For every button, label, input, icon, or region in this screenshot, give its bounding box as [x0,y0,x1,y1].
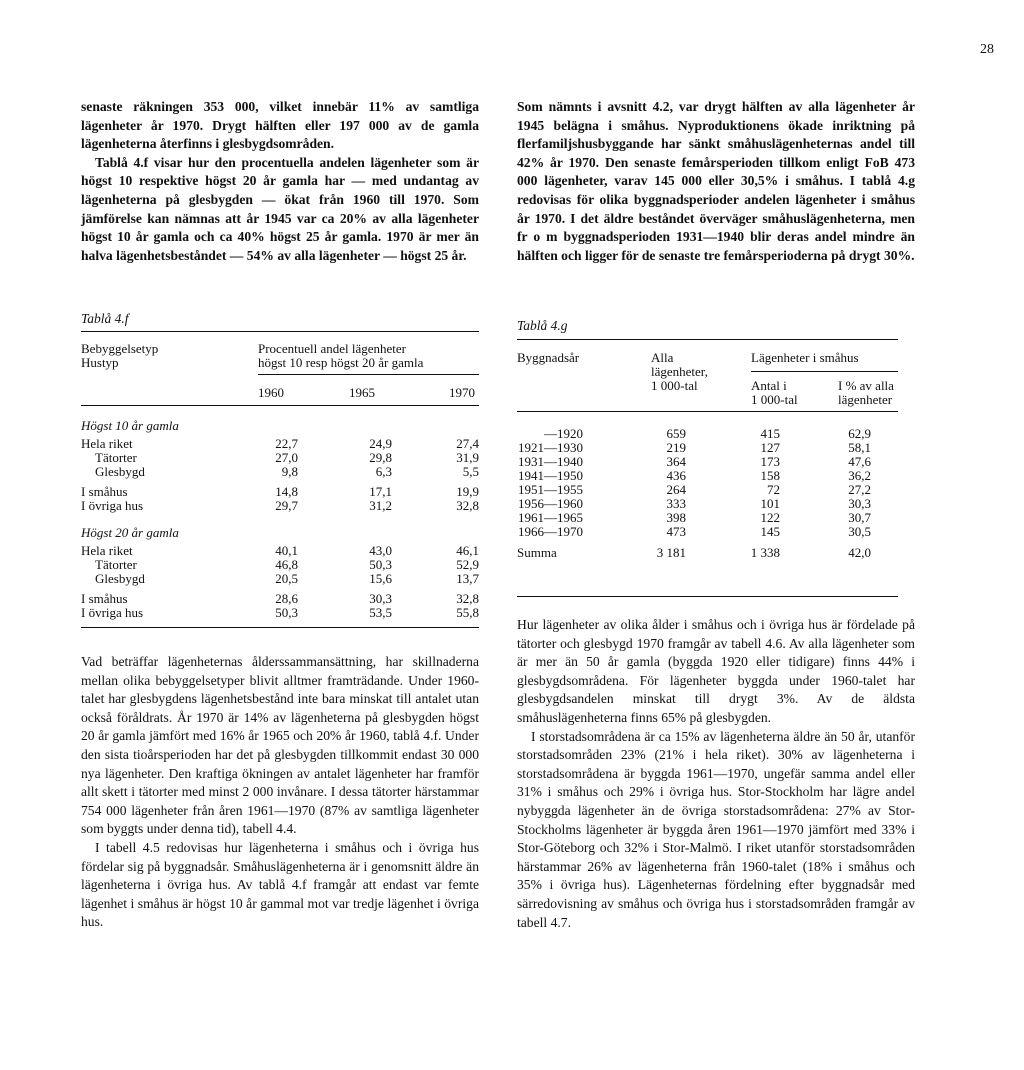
table-f-row-label: I övriga hus [81,605,144,620]
table-f-cell: 14,8 [275,484,298,499]
table-g-cell: 30,3 [848,496,871,511]
table-g-header: 1 000-tal [651,378,698,393]
page-number: 28 [980,42,994,57]
table-g-cell: 145 [760,524,780,539]
right-top-text [517,98,915,265]
table-g-cell: 101 [760,496,780,511]
table-g-cell: 219 [666,440,686,455]
table-g-cell: 158 [760,468,780,483]
table-f-row-label: Tätorter [95,557,137,572]
table-f-cell: 31,2 [369,498,392,513]
table-f-cell: 30,3 [369,591,392,606]
table-f-cell: 20,5 [275,571,298,586]
table-g-header: lägenheter, [651,364,708,379]
table-g-cell: 1966—1970 [518,524,583,539]
table-f-cell: 55,8 [456,605,479,620]
table-g-cell: 415 [760,426,780,441]
table-g-cell: 436 [666,468,686,483]
table-f-header: högst 10 resp högst 20 år gamla [258,355,424,370]
table-f-cell: 27,4 [456,436,479,451]
paragraph: senaste räkningen 353 000, vilket innebär 11% av samtliga lägenheter år 1970. Drygt hälften eller 197 000 av de gamla lägenheterna återfinns i glesbygdsområden. [81,99,479,152]
table-f-cell: 5,5 [462,464,479,479]
table-f-year: 1965 [349,385,375,400]
table-g-summa-label: Summa [517,545,557,560]
paragraph: Vad beträffar lägenheternas ålderssammansättning, har skillnaderna mellan olika bebyggelsetyper blivit alltmer framträdande. Under 1960-talet har glesbygdens lägenhetsbestånd inte bara minskat till antalet utan också föråldrats. År 1970 är 14% av lägenheterna på glesbygden högst 20 år gamla jämfört med 16% år 1965 och 20% år 1960, tablå 4.f. Under den sista tioårsperioden har det på glesbygden tillkommit endast 30 000 nya lägenheter. Den kraftiga ökningen av antalet lägenheter har framför allt skett i tätorter med minst 2 000 invånare. I dessa tätorter härstammar 754 000 lägenheter från åren 1961—1970 (87% av samtliga lägenheter som byggts under denna tid), tabell 4.4. [81,654,479,837]
table-f-cell: 28,6 [275,591,298,606]
table-rule [258,374,479,375]
table-f-row-label: Glesbygd [95,571,145,586]
table-g-header: Alla [651,350,674,365]
table-f-cell: 50,3 [275,605,298,620]
table-g-header: Antal i [751,378,787,393]
table-g-header: I % av alla [838,378,894,393]
table-f-group-title: Högst 20 år gamla [81,525,179,540]
table-f-row-label: I övriga hus [81,498,144,513]
table-g-cell: 58,1 [848,440,871,455]
table-g-header: Byggnadsår [517,350,580,365]
left-top-text [81,98,479,265]
table-g-cell: 173 [760,454,780,469]
table-f-header: Bebyggelsetyp [81,341,159,356]
paragraph: Hur lägenheter av olika ålder i småhus och i övriga hus är fördelade på tätorter och glesbygd 1970 framgår av tabell 4.6. Av alla lägenheter som är mer än 50 år gamla (byggda 1920 eller tidigare) finns 44% i glesbygdsområdena. För lägenheter byggda under 1960-talet har glesbygdsandelen minskat till drygt 3%. Av de äldsta småhuslägenheterna finns 65% på glesbygden. [517,617,915,725]
table-f-cell: 17,1 [369,484,392,499]
table-rule [751,371,898,372]
table-rule [517,339,898,340]
table-rule [81,331,479,332]
table-f-caption: Tablå 4.f [81,311,129,326]
table-f-cell: 13,7 [456,571,479,586]
paragraph: Som nämnts i avsnitt 4.2, var drygt hälften av alla lägenheter år 1945 belägna i småhus. Nyproduktionens ökade inriktning på flerfamiljshusbyggande har sänkt småhuslägenheternas andel till 42% år 1970. Den senaste femårsperioden tillkom enligt FoB 473 000 lägenheter, varav 145 000 eller 30,5% i småhus. I tablå 4.g redovisas för olika byggnadsperioder andelen lägenheter i småhus år 1970. I det äldre beståndet överväger småhuslägenheterna, men fr o m byggnadsperioden 1931—1940 blir deras andel mindre än hälften och ligger för de senaste tre femårsperioderna på drygt 30%. [517,99,915,263]
table-f-cell: 22,7 [275,436,298,451]
table-g-cell: 1941—1950 [518,468,583,483]
table-f-cell: 50,3 [369,557,392,572]
table-g-header: 1 000-tal [751,392,798,407]
table-g-cell: 36,2 [848,468,871,483]
table-g-cell: 1961—1965 [518,510,583,525]
table-g-cell: 1921—1930 [518,440,583,455]
paragraph: Tablå 4.f visar hur den procentuella andelen lägenheter som är högst 10 respektive högst 20 år gamla har — med undantag av lägenheterna på glesbygden — ökat från 1960 till 1970. Som jämförelse kan nämnas att år 1945 var ca 20% av alla lägenheter högst 10 år gamla och ca 40% högst 25 år gamla. 1970 är mer än halva lägenhetsbeståndet — 54% av alla lägenheter — högst 25 år. [81,154,479,263]
right-bottom-text [517,616,915,932]
table-rule [517,411,898,412]
table-f-row-label: I småhus [81,591,128,606]
table-f-year: 1970 [449,385,475,400]
table-g-cell: 47,6 [848,454,871,469]
table-f-cell: 46,1 [456,543,479,558]
table-f-header: Hustyp [81,355,119,370]
table-f-cell: 53,5 [369,605,392,620]
table-g-cell: 72 [767,482,780,497]
paragraph: I tabell 4.5 redovisas hur lägenheterna i småhus och i övriga hus fördelar sig på byggnadsår. Småhuslägenheterna är i genomsnitt äldre än lägenheterna i övriga hus. Av tablå 4.f framgår att endast var femte lägenhet i småhus är högst 10 år gammal mot var tredje lägenhet i övriga hus. [81,839,479,930]
table-g-cell: 659 [666,426,686,441]
table-g-caption: Tablå 4.g [517,318,568,333]
table-rule [81,627,479,628]
table-f-cell: 29,7 [275,498,298,513]
table-g-summa-cell: 42,0 [848,545,871,560]
table-f-cell: 29,8 [369,450,392,465]
table-g-cell: 122 [760,510,780,525]
table-f-header: Procentuell andel lägenheter [258,341,406,356]
table-g-summa-cell: 3 181 [656,545,686,560]
table-f-row-label: I småhus [81,484,128,499]
table-rule [517,596,898,597]
left-bottom-text [81,653,479,932]
table-f-group-title: Högst 10 år gamla [81,418,179,433]
table-f-cell: 6,3 [375,464,392,479]
table-g-cell: 127 [760,440,780,455]
table-g-cell: 62,9 [848,426,871,441]
table-f-cell: 9,8 [281,464,298,479]
table-rule [81,405,479,406]
table-f-cell: 24,9 [369,436,392,451]
table-g-cell: 30,5 [848,524,871,539]
table-g-cell: 1931—1940 [518,454,583,469]
table-f-cell: 43,0 [369,543,392,558]
table-f-cell: 46,8 [275,557,298,572]
table-g-summa-cell: 1 338 [750,545,780,560]
table-g-cell: 1951—1955 [518,482,583,497]
table-f-row-label: Glesbygd [95,464,145,479]
table-g-header: Lägenheter i småhus [751,350,859,365]
table-g-cell: 473 [666,524,686,539]
table-g-header: lägenheter [838,392,893,407]
table-f-row-label: Tätorter [95,450,137,465]
table-g-cell: 27,2 [848,482,871,497]
table-g-cell: 398 [666,510,686,525]
table-f-year: 1960 [258,385,284,400]
table-f-cell: 31,9 [456,450,479,465]
table-g-cell: 1956—1960 [518,496,583,511]
table-f-cell: 40,1 [275,543,298,558]
table-f-cell: 32,8 [456,591,479,606]
table-g-cell: —1920 [544,426,583,441]
table-f-row-label: Hela riket [81,543,133,558]
table-g-cell: 264 [666,482,686,497]
table-f-cell: 52,9 [456,557,479,572]
table-f-cell: 27,0 [275,450,298,465]
table-f-row-label: Hela riket [81,436,133,451]
paragraph: I storstadsområdena är ca 15% av lägenheterna äldre än 50 år, utanför storstadsområden 23% (21% i hela riket). 30% av lägenheterna i storstadsområdena är byggda 1961—1970, ungefär samma andel eller 31% i småhus och 29% i övriga hus. Stor-Stockholm har lägre andel nybyggda lägenheter än de övriga storstadsområdena: 27% av Stor-Stockholms lägenheter är byggda åren 1961—1970 jämfört med 33% i Stor-Göteborg och 32% i Stor-Malmö. I riket utanför storstadsområden härstammar 26% av lägenheterna från 1960-talet (18% i småhus och 35% i övriga hus). Lägenheternas fördelning efter byggnadsår med särredovisning av småhus och övriga hus i storstadsområden framgår av tabell 4.7. [517,728,915,930]
table-f-cell: 15,6 [369,571,392,586]
table-g-cell: 364 [666,454,686,469]
table-g-cell: 333 [666,496,686,511]
table-f-cell: 19,9 [456,484,479,499]
table-f-cell: 32,8 [456,498,479,513]
table-g-cell: 30,7 [848,510,871,525]
